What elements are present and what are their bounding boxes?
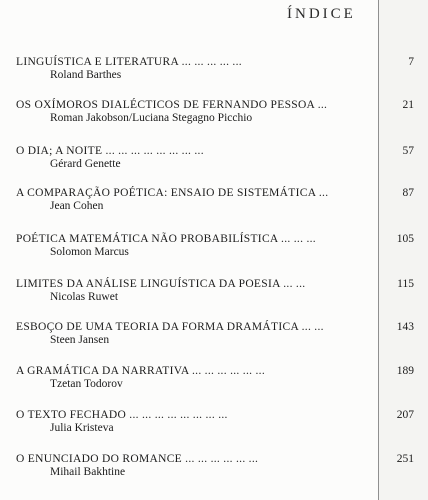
entry-author: Steen Jansen <box>50 334 110 346</box>
entry-author: Nicolas Ruwet <box>50 291 119 303</box>
entry-title: O TEXTO FECHADO ... ... ... ... ... ... ... ... <box>16 409 228 421</box>
entry-author: Solomon Marcus <box>50 246 129 258</box>
toc-entry <box>16 233 416 267</box>
entry-page-number: 189 <box>396 365 414 377</box>
index-heading: ÍNDICE <box>287 6 356 22</box>
entry-page-number: 21 <box>402 99 414 111</box>
entry-author: Gérard Genette <box>50 158 121 170</box>
entry-title: LINGUÍSTICA E LITERATURA ... ... ... ... ... <box>16 56 242 68</box>
toc-entry <box>16 145 416 179</box>
entry-author: Mihail Bakhtine <box>50 466 126 478</box>
entry-page-number: 143 <box>396 321 414 333</box>
entry-page-number: 105 <box>396 233 414 245</box>
entry-title: LIMITES DA ANÁLISE LINGUÍSTICA DA POESIA ... ... <box>16 278 306 290</box>
toc-entry <box>16 187 416 221</box>
entry-page-number: 207 <box>396 409 414 421</box>
entry-title: O DIA; A NOITE ... ... ... ... ... ... ... ... <box>16 145 204 157</box>
toc-entry <box>16 99 416 133</box>
entry-title: O ENUNCIADO DO ROMANCE ... ... ... ... ... ... <box>16 453 259 465</box>
entry-title: A GRAMÁTICA DA NARRATIVA ... ... ... ... ... ... <box>16 365 266 377</box>
toc-entry <box>16 409 416 443</box>
entry-author: Julia Kristeva <box>50 422 114 434</box>
toc-entry <box>16 365 416 399</box>
entry-title: A COMPARAÇÃO POÉTICA: ENSAIO DE SISTEMÁTICA ... <box>16 187 329 199</box>
entry-title: POÉTICA MATEMÁTICA NÃO PROBABILÍSTICA ... ... ... <box>16 233 316 245</box>
entry-page-number: 115 <box>397 278 414 290</box>
entry-page-number: 251 <box>396 453 414 465</box>
toc-entry <box>16 56 416 90</box>
entry-author: Roman Jakobson/Luciana Stegagno Picchio <box>50 112 253 124</box>
toc-entry <box>16 453 416 487</box>
entry-author: Tzetan Todorov <box>50 378 123 390</box>
entry-author: Roland Barthes <box>50 69 122 81</box>
entry-page-number: 87 <box>402 187 414 199</box>
entry-title: OS OXÍMOROS DIALÉCTICOS DE FERNANDO PESSOA ... <box>16 99 328 111</box>
entry-author: Jean Cohen <box>50 200 104 212</box>
entry-page-number: 57 <box>402 145 414 157</box>
entry-page-number: 7 <box>408 56 414 68</box>
toc-entry <box>16 321 416 355</box>
toc-entry <box>16 278 416 312</box>
entry-title: ESBOÇO DE UMA TEORIA DA FORMA DRAMÁTICA ... ... <box>16 321 324 333</box>
